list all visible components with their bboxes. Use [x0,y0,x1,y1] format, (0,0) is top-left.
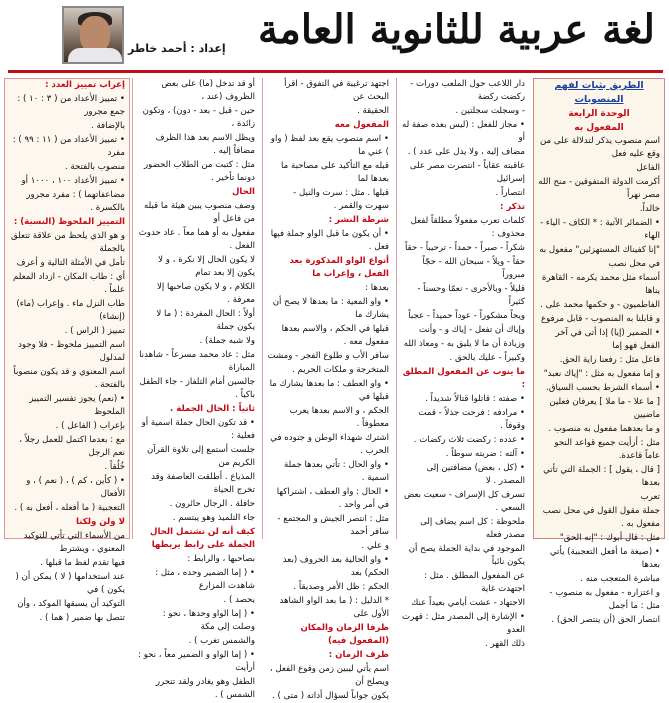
text-line: • أن يكون ما قبل الواو جملة فيها فعل . [270,229,389,252]
text-line: مضاعفاتهما ) : مفرد مجرور بالكسرة . [26,190,125,213]
text-line: الطفل وهو يغادر ولقد تتحرر الشمس ) . [155,677,255,700]
text-line: عند استخدامها ( لا ) يمكن أن ( يكون ) في [15,572,125,595]
column-separator [262,78,263,539]
text-line: سافر الأب و طلوع الفجر - ومشت [267,351,389,361]
text-line: مفعول به أو هما معاً . عاد حدوث الفعل . [138,228,255,251]
text-line: • مجاز للفعل : (ليس بعده صفة له أو [401,120,525,143]
text-line: اسم منصوب يذكر لتدلالة على من وقع عليه فعل [539,136,660,159]
text-line: • واو الحالية بعد الحروف (بعد الحكم) بعد [282,555,389,578]
text-line: وكبيراً - عليك بالحق . [449,353,525,363]
text-line: ويحاً مشكوراً - عوداً حميداً - عجباً [408,311,525,321]
text-line: [ قال ، يقول ] : الجملة التي تأتي بعدها [543,465,660,488]
photo-shirt [68,48,122,62]
text-line: ظرف الزمان : [328,650,389,660]
text-line: • قد تكون الحال جملة اسمية أو فعلية : [141,418,255,441]
text-line: فاعل مثل : رفعنا راية الحق. [559,355,660,365]
column-separator [396,78,397,539]
text-line: شكراً - صبراً - حمداً - ترحيباً - حقاً [404,243,525,253]
text-line: • ( كأين ، كم ) ، ( نعم ) ، و الأفعال [26,476,125,499]
text-line: الموجود في بداية الجملة يصح أن يكون نائباً [408,544,525,567]
text-line: - وسجلت سجلتين . [455,106,525,116]
text-line: حقاً - ويلاً - سبحان الله - حجّاً مبروراً [422,257,525,280]
text-line: مضاف إليه ، ولا يدل على عدد ) . [407,147,525,157]
text-line: عن المفعول المطلق . مثل : اجتهدت غاية [424,571,525,594]
col1-topic: المفعول به [574,123,624,133]
text-line: شرطة النشر : [328,215,389,225]
header-divider [8,70,663,73]
text-line: • الحال : واو العطف ، اشتراكها في أمر واحد . [276,487,389,510]
text-line: • واو الحال : تأتي بعدها جملة اسمية . [284,460,389,483]
text-line: • عدده : ركضت ثلاث ركضات . [413,435,525,445]
text-line: إعراب تمييز العدد : [45,80,125,90]
text-line: المذياع . أطلقت العاصفة وقد تخرج الحياة [151,472,255,495]
text-line: • الإشارة إلى المصدر مثل : قهرت العدو [402,612,525,635]
column-5 [4,78,130,623]
text-line: تعرب [640,492,660,502]
text-line: التوكيد أن يسبقها الموكد ، وأن [17,599,125,609]
text-line: اجتهد ترغيبة في التفوق - اقرأ البحث عن [284,79,389,102]
text-line: و اعتزاره - مفعول به منصوب - مثل : ما أجمل [549,588,660,611]
text-line: و ما بعدهما مفعول به منصوب . [548,424,660,434]
text-line: يحصد ) . [223,595,255,605]
text-line: بعدها : [365,283,389,293]
col1-body [538,135,660,627]
col1-unit: الوحدة الرابعة [568,109,630,119]
text-line: المتخرجة و ملكات الحريم . [292,365,389,375]
text-line: و إما مفعول به مثل : "إياك نعبد" [543,369,660,379]
text-line: قليلاً - وبالأحرى - نعمّا وحسناً - كثيراً [417,284,525,307]
text-line: طاب النزل ماء . وإعراب (ماء) (إنشاء) [16,299,125,322]
text-line: • ( إما الضمير وحده ، مثل : شاهدت المزارع [155,568,255,591]
text-line: • ( إما الواو و الضمير معاً ، نحو : أرأيت [138,650,255,673]
text-line: الحقيقة . [357,106,389,116]
text-line: الكلام ، و لا يكون صاحبها إلا معرفة . [157,282,255,305]
text-line: • واو المعية : ما بعدها لا يصح أن يشارك ما [272,297,389,320]
text-line: • ( إما الواو وحدها ، نحو : وصلت إلى مكة [162,609,255,632]
text-line: ثانياً : الحال الجملة . [170,404,255,414]
text-line: بالإضافة . [90,121,125,131]
text-line: ويظل الاسم بعد هذا الظرف مضافاً إليه . [155,133,255,156]
text-line: خالداً. [639,204,660,214]
text-line: [ ما علا - ما ملا ] يعرفان فعلين ماضيين [549,397,660,420]
text-line: دار اللاعب حول الملعب دورات - ركضت ركضة [410,79,525,102]
text-line: لا ولن ولكنا [76,517,125,527]
text-line: • (صيغة ما أفعل التعجبية) يأتي بعدها [549,547,660,570]
text-line: أو قد تدخل (ما) على بعض الظروف (عند ، [161,79,255,102]
text-line: اشترك شهداء الوطن و جنوده في الحرب . [270,433,389,456]
text-line: الحال [231,187,255,197]
column-4 [134,78,259,700]
text-line: مباشرة المتعجب منه . [580,574,660,584]
col2-body [401,78,525,651]
text-line: أولاً : الحال المفردة : ( ما لا يكون جملة [156,309,255,332]
text-line: عاقبته عقاباً - انتصرت مصر على إسرائيل [409,161,525,184]
text-line: مع : بعدما اكتمل للعمل رجلاً ، نعم الرجل [19,435,125,458]
text-line: خُلُقاً . [104,462,125,472]
col1-intro: الطريق بثبات لفهم المنصوبات [554,80,644,105]
text-line: و قابلنا به المنصوب - قابل مرفوع [540,314,660,324]
column-2 [397,78,529,649]
text-line: • الضمير (إيا) إذا أتى في آخر الفعل فهو إما [555,328,660,351]
text-line: مثل : أرأيت جميع قواعد النحو عاماً قاعدة. [554,438,660,461]
author-photo [62,6,124,64]
text-line: الفاطميون - و حكمها محمد على . [540,300,660,310]
text-line: و علي . [361,541,389,551]
author-credit: إعداد : أحمد خاطر [128,42,226,55]
column-1 [533,78,665,625]
text-line: في محل نصب [608,259,660,269]
text-line: جاء التلميذ وهو يبتسم . [172,513,255,523]
text-line: يكون جواباً لسؤال أداته ( متى ) . [272,691,389,701]
text-line: تذكر : [500,202,525,212]
text-line: تأمل في الأمثلة التالية و أعرف [16,258,125,268]
photo-face [80,16,110,52]
text-line: ملحوظة : كل اسم يضاف إلى مصدر فعله [420,517,525,540]
text-line: ذلك القهر . [485,639,525,649]
text-line: الاجتهاد - عشت أيامي بعيداً عنك [411,598,525,608]
text-line: أكرمت الدولة المتفوقين - منح الله مصر نهراً [538,177,660,200]
text-line: "إنا كفيناك المستهزئين" مفعول به [539,245,660,255]
text-line: المفعول معه [334,120,389,130]
text-line: تتصل بها ضمير ( هما ) . [39,613,125,623]
text-line: • الضمائر الآتية : * الكاف - الياء - الهاء [540,218,660,241]
text-line: اسم التمييز ملحوظ - فلا وجود لمدلول [18,340,125,363]
text-line: التمييز الملحوظ (النسبة) : [13,217,125,227]
text-line: مثل : عاد محمد مسرعاً - شاهدنا المباراة [139,350,255,373]
text-line: وإياك أن تفعل - إياك و - وأنت [418,325,525,335]
col5-body [9,79,125,625]
text-line: منصوب بالفتحة . [64,162,125,172]
text-line: وزيادة أن ما لا يليق به - ومعاذ الله [403,339,525,349]
text-line: التعجبية ( ما أفعله ، أفعل به ) . [14,503,125,513]
text-line: • مرادفه : فرحت جذلاً - قمت وقوفاً . [418,408,525,431]
text-line: أي : طاب المكان - ازداد المعلم علماً . [13,272,125,295]
column-separator [132,78,133,539]
text-line: جلست أستمع إلى تلاوة القرآن الكريم من [146,445,255,468]
text-line: * الدليل : ( ما بعد الواو الشاهد الأول على [279,596,389,619]
text-line: • أسماء الشرط بحسب السياق. [546,383,660,393]
text-line: • آلته : ضربته سوطاً . [445,449,525,459]
text-line: الفاعل [636,163,660,173]
text-line: مثل : انتصر الجيش و المجتمع - سافر أحمد [277,514,389,537]
text-line: حين - قبل - بعد - دون) ، وتكون زائدة ، [142,106,255,129]
text-line: • واو العطف : ما بعدها يشارك ما قبلها في [269,379,389,402]
text-line: و هو الذي يلحظ من علاقة تتعلق بالجملة [11,231,125,254]
text-line: ولا شبه جملة) . [199,336,255,346]
text-line: أسماء مثل محمد يكرمه - القاهرة يناها [541,273,660,296]
text-line: قبله مع التأكيد على مصاحبة ما بعدها لما [281,161,389,184]
page-header [0,0,669,72]
text-line: قبلها في الحكم ، والاسم بعدها مفعول معه . [281,324,389,347]
column-3 [263,78,393,701]
text-line: فيها تقدم لفظ ما قبلها . [40,558,125,568]
text-line: مثل : قال أبوك : "إنه الحق" [559,533,660,543]
page-title: لغة عربية للثانوية العامة [257,6,655,53]
text-line: والشمس تغرب ) . [188,636,255,646]
text-line: • تمييز الأعداد من ( ٣ : ١٠ ) : جمع مجرور [17,94,125,117]
text-line: • اسم منصوب يقع بعد لفظ ( واو ) عني ما [270,134,389,157]
text-line: انتصار الحق (أن ينتصر الحق) . [551,615,660,625]
text-line: انتصاراً . [495,188,525,198]
col4-body [138,78,255,702]
text-line: مثل : كتبت من الطلاب الحضور دونما تأخير . [144,160,255,183]
text-line: ما ينوب عن المفعول المطلق : [402,367,525,390]
text-line: كلمات تعرب مفعولاً مطلقاً لفعل محذوف : [410,216,525,239]
text-line: اسم المعنوي و قد يكون منصوباً بالفتحة . [13,367,125,390]
text-line: بصاحبها ، والرابط : [187,554,255,564]
text-line: • (نعم) يجوز تفسير التمييز الملحوظ [29,394,125,417]
text-line: حافلة . الرجال حائرون . [169,499,255,509]
text-line: قبلها . مثل : سرت والنيل - سهرت والقمر . [293,188,389,211]
text-line: • تمييز الأعداد من ( ١١ : ٩٩ ) : مفرد [12,135,125,158]
text-line: تمييز ( الراس ) . [64,326,125,336]
text-line: من الأسماء التي تأتي للتوكيد المعنوي ، ويشترط [23,531,125,554]
text-line: الحكم ، و الاسم بعدها يعرب معطوفاً . [289,406,389,429]
text-line: جملة مقول القول في محل نصب مفعول به . [542,506,660,529]
text-line: لا يكون الحال إلا نكرة ، و لا يكون إلا بعد تمام [158,255,255,278]
text-line: جالسين أمام التلفاز - جاء الطفل باكياً . [139,377,255,400]
text-line: • تمييز الأعداد ١٠٠ ، ١٠٠٠ أو [21,176,125,186]
text-line: تسرف كل الإسراف - سعيت بعض السعي . [403,490,525,513]
text-line: بإعراب ( الفاعل ) . [55,421,125,431]
text-line: وصف منصوب يبين هيئة ما قبله من فاعل أو [143,201,255,224]
text-line: اسم يأتي ليبين زمن وقوع الفعل ، ويصلح أن [269,664,389,687]
text-line: الحكم : ظل الأمر وصديقاً . [293,582,389,592]
text-line: • صفته : قاتلوا قتالاً شديداً . [425,394,525,404]
col3-body [267,78,389,703]
text-line: كيف أنه لن تشتمل الحال الجملة على رابط يربطها [149,527,255,550]
text-line: ظرفا الزمان والمكان (المفعول فيه) [300,623,389,646]
text-line: أنواع الواو المذكورة بعد الفعل ، وإعراب ما [289,256,389,279]
text-line: • (كل ، بعض) مضافتين إلى المصدر . لا [426,463,525,486]
